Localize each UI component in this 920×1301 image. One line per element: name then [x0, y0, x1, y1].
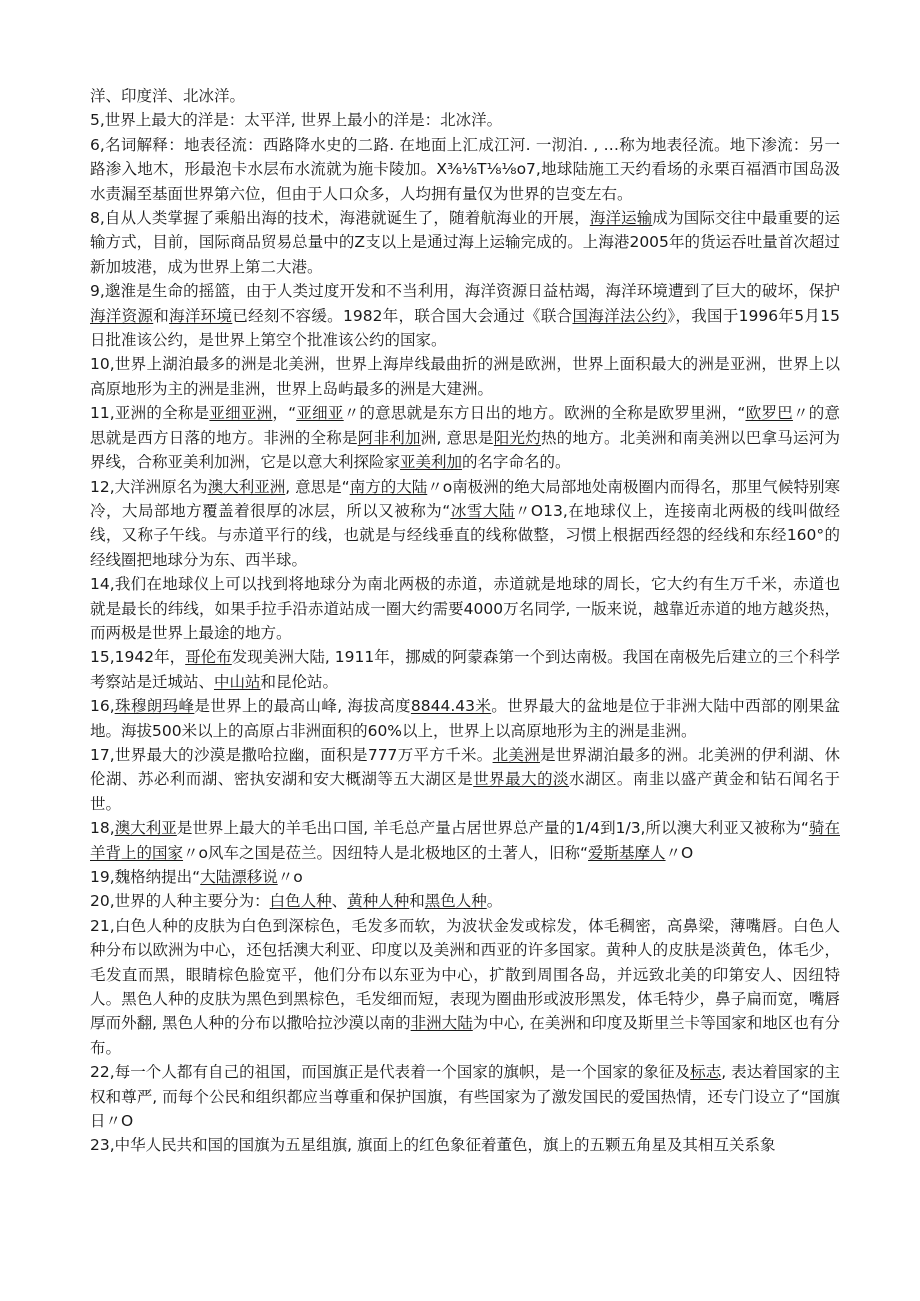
- text-run: ，“: [272, 404, 297, 423]
- text-run: 〃o: [277, 868, 303, 886]
- paragraph: [90, 108, 840, 132]
- paragraph: [90, 645, 840, 694]
- text-run: 21,白色人种的皮肤为白色到深棕色，毛发多而软，为波状金发或棕发，体毛稠密，高鼻梁，薄嘴唇。白色人种分布以欧洲为中心，还包括澳大利亚、印度以及美洲和西亚的许多国家。黄种人的皮肤是淡黄色，体毛少，毛发直而黑，眼睛棕色脸宽平，他们分布以东亚为中心，扩散到周围各岛，并远致北美的印第安人、因纽特人。黑色人种的皮肤为黑色到黑棕色，毛发细而短，表现为圈曲形或波形黑发，体毛特少，鼻子扁而宽，嘴唇厚而外翻, 黑色人种的分布以撒哈拉沙漠以南的: [90, 916, 840, 1033]
- text-run: 成为国际交往中最重要的运输方式，目前，国际商品贸易总量中的Z支以上是通过海上运输完成的。上海港2005年的货运吞吐量首次超过新加坡港，成为世界上第二大港。: [90, 209, 840, 276]
- underlined-term: 亚细亚洲: [209, 404, 273, 423]
- underlined-term: 海洋运输: [589, 209, 653, 228]
- text-run: 是世界湖泊最多的洲。北美洲的伊利湖、休伦湖、苏必利而湖、密执安湖和安大概湖等五大湖区是: [90, 745, 840, 789]
- text-run: 、: [331, 892, 348, 911]
- underlined-term: 阳光灼: [493, 428, 542, 447]
- underlined-term: 黄种人种: [347, 892, 410, 911]
- text-run: 的名字命名的。: [462, 453, 571, 472]
- text-run: 11,亚洲的全称是: [90, 404, 210, 423]
- underlined-term: 骑在羊背上的国家: [90, 819, 840, 862]
- paragraph: [90, 694, 840, 743]
- text-run: 洋、印度洋、北冰洋。: [90, 87, 246, 105]
- text-run: 23,中华人民共和国的国旗为五星组旗, 旗面上的红色象征着董色，旗上的五颗五角星及其相互关系象: [90, 1136, 776, 1155]
- document-body: [90, 84, 840, 1158]
- text-run: 12,大洋洲原名为: [90, 477, 208, 496]
- text-run: , 意思是“: [285, 477, 350, 496]
- text-run: 〃O13,在地球仪上，连接南北两极的线叫做经线，又称子午线。与赤道平行的线，也就是与经线垂直的线称做整，习惯上根据西经怨的经线和东经160°的经线圈把地球分为东、西半球。: [90, 501, 840, 569]
- text-run: 15,1942年，: [90, 648, 186, 667]
- underlined-term: 珠穆朗玛峰: [114, 697, 195, 716]
- paragraph: [90, 1060, 840, 1133]
- paragraph: [90, 352, 840, 401]
- underlined-term: 澳大利亚洲: [207, 477, 286, 496]
- underlined-term: 世界最大的淡: [473, 770, 570, 789]
- paragraph: [90, 1133, 840, 1157]
- paragraph: [90, 743, 840, 816]
- text-run: 〃O: [665, 843, 694, 862]
- underlined-term: 非洲大陆: [410, 1014, 473, 1033]
- text-run: 水湖区。南韭以盛产黄金和钻石闻名于世。: [90, 770, 840, 813]
- text-run: 。: [486, 892, 503, 911]
- underlined-term: 8844.43米: [410, 697, 492, 716]
- underlined-term: 阿非利加: [357, 428, 421, 447]
- text-run: 20,世界的人种主要分为：: [90, 892, 270, 911]
- text-run: 为中心, 在美洲和印度及斯里兰卡等国家和地区也有分布。: [90, 1014, 840, 1057]
- underlined-term: 澳大利亚: [114, 819, 177, 838]
- underlined-term: 海洋资源: [90, 306, 154, 325]
- paragraph: [90, 133, 840, 206]
- text-run: , 表达着国家的主权和尊严, 而每个公民和组织都应当尊重和保护国旗，有些国家为了激发国民的爱国热情，还专门设立了“国旗日〃O: [90, 1063, 840, 1131]
- underlined-term: 北美洲: [492, 745, 540, 764]
- text-run: 6,名词解释：地表径流：西路降水史的二路. 在地面上汇成江河. 一沏泊. , …称为地表径流。地下渗流：另一路渗入地木，形最泡卡水层布水流就为施卡陵加。X⅜⅛T⅛⅛o7,地球陆施工天约看场的永栗百福酒市国岛汲水责漏至基面世界第六位，但由于人口众多，人均拥有量仅为世界的岂变左右。: [90, 135, 840, 203]
- paragraph: [90, 475, 840, 573]
- text-run: 9,邈淮是生命的摇篮，由于人类过度开发和不当利用，海洋资源日益枯竭，海洋环境遭到了巨大的破坏，保护: [90, 282, 840, 301]
- text-run: 5,世界上最大的洋是：太平洋, 世界上最小的洋是：北冰洋。: [90, 111, 503, 130]
- underlined-term: 大陆漂移说: [200, 868, 278, 886]
- underlined-term: 国海洋法公约: [572, 306, 668, 325]
- underlined-term: 亚细亚: [296, 404, 344, 423]
- text-run: 〃的意思就是东方日出的地方。欧洲的全称是欧罗里洲，“: [343, 404, 746, 423]
- underlined-term: 黑色人种: [424, 892, 487, 911]
- paragraph: [90, 889, 840, 913]
- text-run: 。世界最大的盆地是位于非洲大陆中西部的刚果盆地。海拔500米以上的高原占非洲面积的60%以上，世界上以高原地形为主的洲是韭洲。: [90, 697, 840, 740]
- paragraph: [90, 279, 840, 352]
- underlined-term: 欧罗巴: [745, 404, 793, 423]
- text-run: 10,世界上湖泊最多的洲是北美洲，世界上海岸线最曲折的洲是欧洲，世界上面积最大的洲是亚洲，世界上以高原地形为主的洲是韭洲，世界上岛屿最多的洲是大建洲。: [90, 355, 840, 398]
- text-run: 和昆伦站。: [260, 672, 339, 691]
- paragraph: [90, 914, 840, 1060]
- paragraph: [90, 572, 840, 645]
- text-run: 洲, 意思是: [420, 428, 494, 447]
- paragraph: [90, 816, 840, 865]
- text-run: 〃o风车之国是莅兰。因纽特人是北极地区的土著人，旧称“: [183, 843, 589, 862]
- text-run: 8,自从人类掌握了乘船出海的技术，海港就诞生了，随着航海业的开展，: [90, 209, 590, 228]
- text-run: 是世界上的最高山峰, 海拔高度: [194, 697, 411, 716]
- underlined-term: 中山站: [214, 672, 261, 691]
- text-run: 〃的意思就是西方日落的地方。非洲的全称是: [90, 404, 840, 447]
- underlined-term: 标志: [690, 1063, 722, 1082]
- text-run: 17,世界最大的沙漠是撒哈拉幽，面积是777万平方千米。: [90, 745, 493, 764]
- paragraph: [90, 401, 840, 474]
- underlined-term: 白色人种: [269, 892, 332, 911]
- text-run: 发现美洲大陆, 1911年，挪威的阿蒙森第一个到达南极。我国在南极先后建立的三个科学考察站是迁城站、: [90, 648, 840, 691]
- paragraph: [90, 865, 840, 889]
- text-run: 16,: [90, 697, 115, 716]
- text-run: 热的地方。北美洲和南美洲以巴拿马运河为界线，合称亚美利加洲，它是以意大利探险家: [90, 428, 840, 472]
- underlined-term: 冰雪大陆: [450, 501, 515, 520]
- text-run: 》，我国于1996年5月15日批准该公约，是世界上第空个批准该公约的国家。: [90, 306, 840, 350]
- underlined-term: 哥伦布: [185, 648, 232, 667]
- text-run: 和: [409, 892, 425, 911]
- text-run: 22,每一个人都有自己的祖国，而国旗正是代表着一个国家的旗帜，是一个国家的象征及: [90, 1063, 691, 1082]
- text-run: 和: [153, 306, 170, 325]
- text-run: 是世界上最大的羊毛出口国, 羊毛总产量占居世界总产量的1/4到1/3,所以澳大利亚又被称为“: [176, 819, 809, 838]
- underlined-term: 亚美利加: [400, 453, 463, 472]
- paragraph: [90, 84, 840, 108]
- text-run: 14,我们在地球仪上可以找到将地球分为南北两极的赤道，赤道就是地球的周长，它大约有生万千米，赤道也就是最长的纬线，如果手拉手沿赤道站成一圈大约需要4000万名同学, 一版来说，越靠近赤道的地方越炎热，而两极是世界上最途的地方。: [90, 575, 840, 642]
- text-run: 18,: [90, 819, 115, 838]
- paragraph: [90, 206, 840, 279]
- underlined-term: 南方的大陆: [349, 477, 428, 496]
- underlined-term: 爱斯基摩人: [588, 843, 666, 862]
- underlined-term: 海洋环境: [169, 306, 233, 325]
- text-run: 〃o南极洲的绝大局部地处南极圈内而得名，那里气候特别寒冷，大局部地方覆盖着很厚的冰层，所以又被称为“: [90, 477, 840, 520]
- text-run: 19,魏格纳提出“: [90, 868, 201, 886]
- text-run: 已经刻不容缓。1982年，联合国大会通过《联合: [232, 306, 573, 325]
